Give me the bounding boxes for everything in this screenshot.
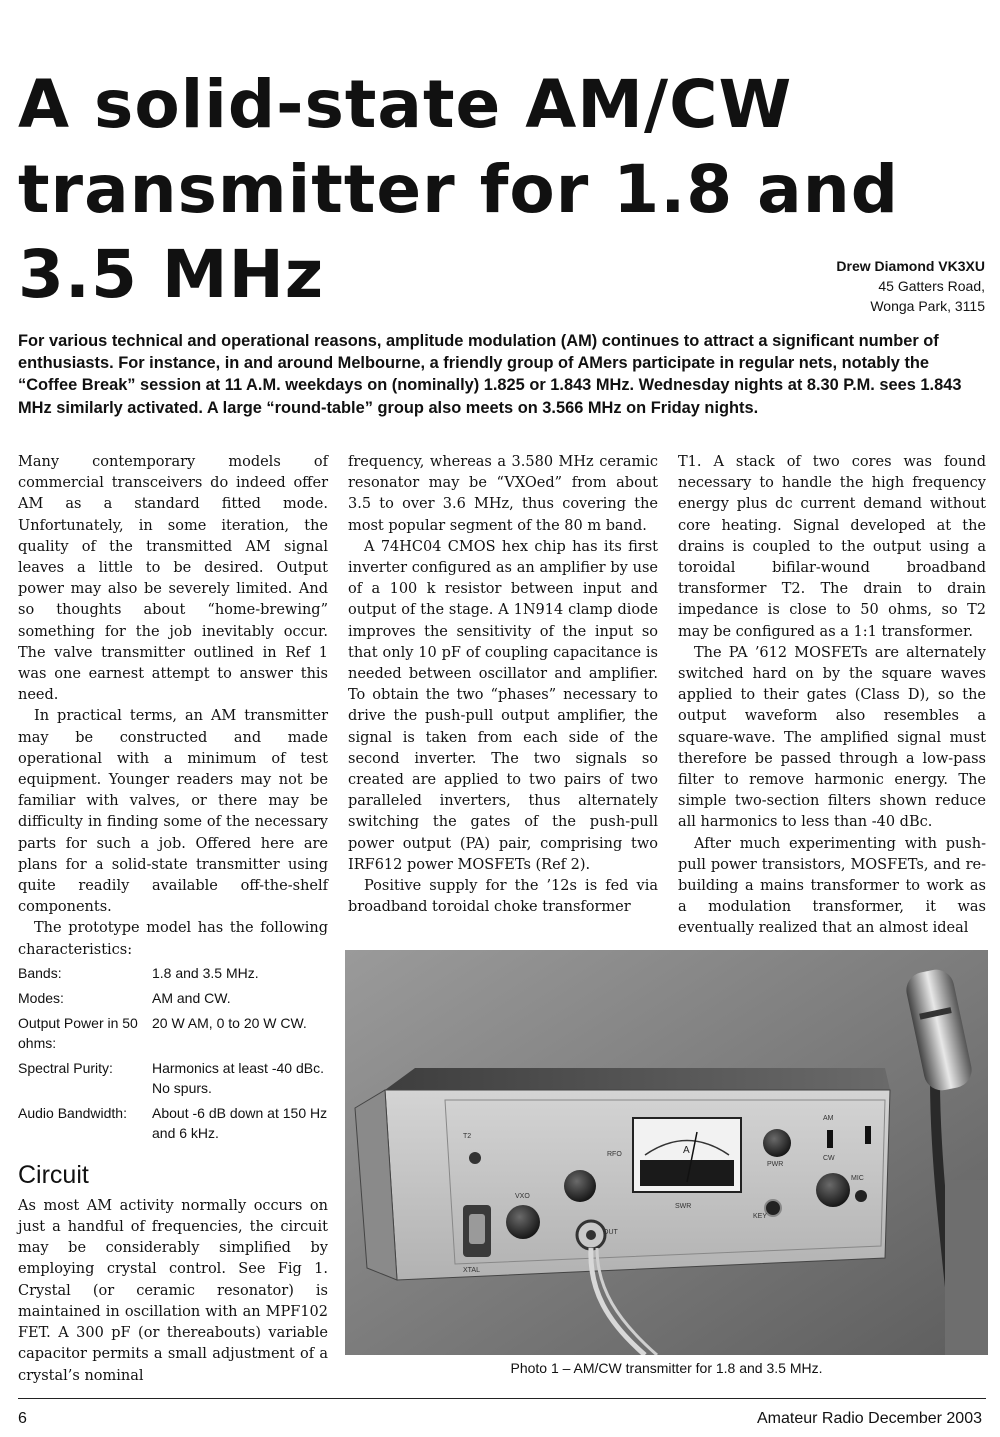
panel-label: MIC: [851, 1175, 864, 1182]
panel-label: KEY: [753, 1213, 768, 1220]
panel-label: T2: [463, 1133, 472, 1140]
title-line-3: 3.5 MHz: [18, 236, 325, 313]
column-2: [348, 452, 658, 918]
panel-label: PWR: [767, 1161, 784, 1168]
spec-label: Bands:: [18, 964, 62, 981]
spec-value: Harmonics at least -40 dBc. No spurs.: [152, 1059, 324, 1096]
footer-divider: [18, 1398, 986, 1399]
col2-paragraph-1: frequency, whereas a 3.580 MHz ceramic resonator may be “VXOed” from about 3.5 to over 3.6 MHz, thus covering the most popular segment of the 80 m band.: [348, 454, 658, 534]
spec-table: [18, 963, 328, 1148]
transmitter-photo: [345, 950, 988, 1355]
author-address-line-1: 45 Gatters Road,: [878, 278, 985, 294]
panel-label: OUT: [603, 1229, 618, 1236]
spec-value: 1.8 and 3.5 MHz.: [152, 964, 259, 981]
column-3: [678, 452, 986, 940]
col3-paragraph-3: After much experimenting with push-pull power transistors, MOSFETs, and re-building a mains transformer to work as a modulation transformer, it was eventually realized that an almost ideal: [678, 835, 986, 937]
panel-label: SWR: [675, 1203, 692, 1210]
photo-caption: Photo 1 – AM/CW transmitter for 1.8 and 3.5 MHz.: [510, 1360, 823, 1376]
section-heading-circuit: Circuit: [18, 1160, 89, 1189]
panel-label: VXO: [515, 1193, 530, 1200]
col3-paragraph-1: T1. A stack of two cores was found necessary to handle the high frequency energy plus dc current demand without core heating. Signal developed at the drains is coupled to the output using a toroidal bifilar-wound broadband transformer T2. The drain to drain impedance is close to 50 ohms, so T2 may be configured as a 1:1 transformer.: [678, 454, 986, 640]
spec-row: [18, 988, 328, 1013]
col1-paragraph-2: In practical terms, an AM transmitter may be constructed and made operational with a minimum of test equipment. Younger readers may not be familiar with valves, or there may be difficulty in finding some of the necessary parts for such a job. Offered here are plans for a solid-state transmitter using quite readily available off-the-shelf components.: [18, 708, 328, 916]
spec-row: [18, 1103, 328, 1148]
spec-label: Audio Bandwidth:: [18, 1104, 127, 1121]
panel-label: CW: [823, 1155, 835, 1162]
col1-paragraph-4: As most AM activity normally occurs on just a handful of frequencies, the circuit may be considerably simplified by employing crystal control. See Fig 1. Crystal (or ceramic resonator) is maintained in oscillation with an MPF102 FET. A 300 pF (or thereabouts) variable capacitor permits a small adjustment of a crystal’s nominal: [18, 1197, 328, 1384]
col3-paragraph-2: The PA ’612 MOSFETs are alternately switched hard on by the square waves applied to their gates (Class D), so the output waveform also resembles a square-wave. The amplified signal must therefore be passed through a low-pass filter to remove harmonic energy. The simple two-section filters shown reduce all harmonics to less than -40 dBc.: [678, 644, 986, 831]
spec-label: Spectral Purity:: [18, 1059, 113, 1076]
meter-label: A: [683, 1145, 690, 1156]
spec-label: Modes:: [18, 989, 64, 1006]
author-name: Drew Diamond VK3XU: [836, 258, 985, 274]
article-title: [18, 62, 899, 317]
column-1: [18, 452, 328, 1387]
spec-row: [18, 1013, 328, 1058]
transmitter-photo-illustration: [345, 950, 988, 1355]
panel-label: RFO: [607, 1151, 622, 1158]
journal-footer: Amateur Radio December 2003: [756, 1410, 982, 1427]
intro-paragraph: For various technical and operational reasons, amplitude modulation (AM) continues to attract a significant number of enthusiasts. For instance, in and around Melbourne, a friendly group of AMers participate in regular nets, notably the “Coffee Break” session at 11 A.M. weekdays on (nominally) 1.825 or 1.843 MHz. Wednesday nights at 8.30 P.M. sees 1.843 MHz similarly activated. A large “round-table” group also meets on 3.566 MHz on Friday nights.: [18, 332, 962, 417]
title-line-2: transmitter for 1.8 and: [18, 151, 899, 228]
author-address-line-2: Wonga Park, 3115: [870, 298, 985, 314]
spec-value: About -6 dB down at 150 Hz and 6 kHz.: [152, 1104, 328, 1141]
col2-paragraph-2: A 74HC04 CMOS hex chip has its first inverter configured as an amplifier by use of a 100 k resistor between input and output of the stage. A 1N914 clamp diode improves the sensitivity of the input so that only 10 pF of coupling capacitance is needed between oscillator and amplifier. To obtain the two “phases” necessary to drive the push-pull output amplifier, the signal is taken from each side of the second inverter. The two signals so created are applied to two pairs of two paralleled inverters, thus alternately switching the gates of the push-pull power output (PA) pair, comprising two IRF612 power MOSFETs (Ref 2).: [348, 538, 658, 873]
title-line-1: A solid-state AM/CW: [18, 66, 793, 143]
page-number: 6: [18, 1410, 27, 1427]
panel-label: AM: [823, 1115, 834, 1122]
col2-paragraph-3: Positive supply for the ’12s is fed via broadband toroidal choke transformer: [348, 878, 658, 916]
col1-paragraph-3: The prototype model has the following characteristics:: [18, 920, 328, 958]
spec-value: AM and CW.: [152, 989, 231, 1006]
author-byline: [836, 256, 985, 316]
spec-label: Output Power in 50 ohms:: [18, 1014, 138, 1051]
panel-label: XTAL: [463, 1267, 480, 1274]
spec-row: [18, 963, 328, 988]
col1-paragraph-1: Many contemporary models of commercial transceivers do indeed offer AM as a standard fitted mode. Unfortunately, in some iteration, the quality of the transmitted AM signal leaves a little to be desired. Output power may also be severely limited. And so thoughts about “home-brewing” something for the job inevitably occur. The valve transmitter outlined in Ref 1 was one earnest attempt to answer this need.: [18, 454, 328, 704]
spec-row: [18, 1058, 328, 1103]
spec-value: 20 W AM, 0 to 20 W CW.: [152, 1014, 307, 1031]
